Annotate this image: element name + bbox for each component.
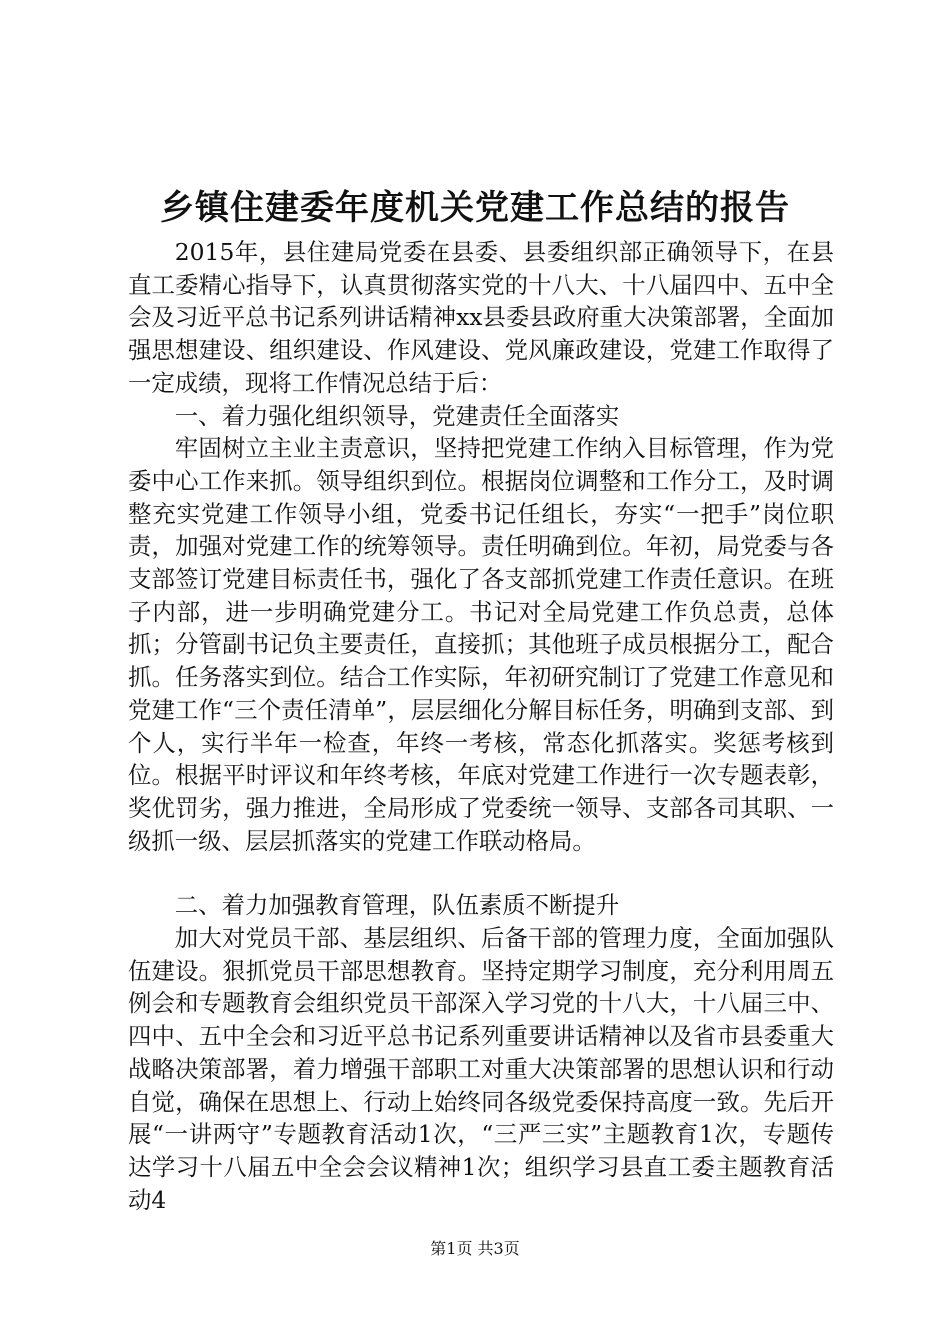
section-heading-1: 一、着力强化组织领导，党建责任全面落实 <box>174 401 620 430</box>
document-title: 乡镇住建委年度机关党建工作总结的报告 <box>160 188 790 228</box>
page-number-footer: 第1页 共3页 <box>430 1239 520 1258</box>
document-body <box>128 236 834 1216</box>
paragraph-section-1: 牢固树立主业主责意识，坚持把党建工作纳入目标管理，作为党委中心工作来抓。领导组织到位。根据岗位调整和工作分工，及时调整充实党建工作领导小组，党委书记任组长，夯实“一把手”岗位职责，加强对党建工作的统筹领导。责任明确到位。年初，局党委与各支部签订党建目标责任书，强化了各支部抓党建工作责任意识。在班子内部，进一步明确党建分工。书记对全局党建工作负总责，总体抓；分管副书记负主要责任，直接抓；其他班子成员根据分工，配合抓。任务落实到位。结合工作实际，年初研究制订了党建工作意见和党建工作“三个责任清单”，层层细化分解目标任务，明确到支部、到个人，实行半年一检查，年终一考核，常态化抓落实。奖惩考核到位。根据平时评议和年终考核，年底对党建工作进行一次专题表彰，奖优罚劣，强力推进，全局形成了党委统一领导、支部各司其职、一级抓一级、层层抓落实的党建工作联动格局。 <box>128 434 834 855</box>
paragraph-intro: 2015年，县住建局党委在县委、县委组织部正确领导下，在县直工委精心指导下，认真贯彻落实党的十八大、十八届四中、五中全会及习近平总书记系列讲话精神xx县委县政府重大决策部署，全面加强思想建设、组织建设、作风建设、党风廉政建设，党建工作取得了一定成绩，现将工作情况总结于后： <box>128 238 834 397</box>
paragraph-section-2: 加大对党员干部、基层组织、后备干部的管理力度，全面加强队伍建设。狠抓党员干部思想教育。坚持定期学习制度，充分利用周五例会和专题教育会组织党员干部深入学习党的十八大，十八届三中、四中、五中全会和习近平总书记系列重要讲话精神以及省市县委重大战略决策部署，着力增强干部职工对重大决策部署的思想认识和行动自觉，确保在思想上、行动上始终同各级党委保持高度一致。先后开展“一讲两守”专题教育活动1次，“三严三实”主题教育1次，专题传达学习十八届五中全会会议精神1次；组织学习县直工委主题教育活动4 <box>128 924 834 1214</box>
section-heading-2: 二、着力加强教育管理，队伍素质不断提升 <box>174 891 620 920</box>
